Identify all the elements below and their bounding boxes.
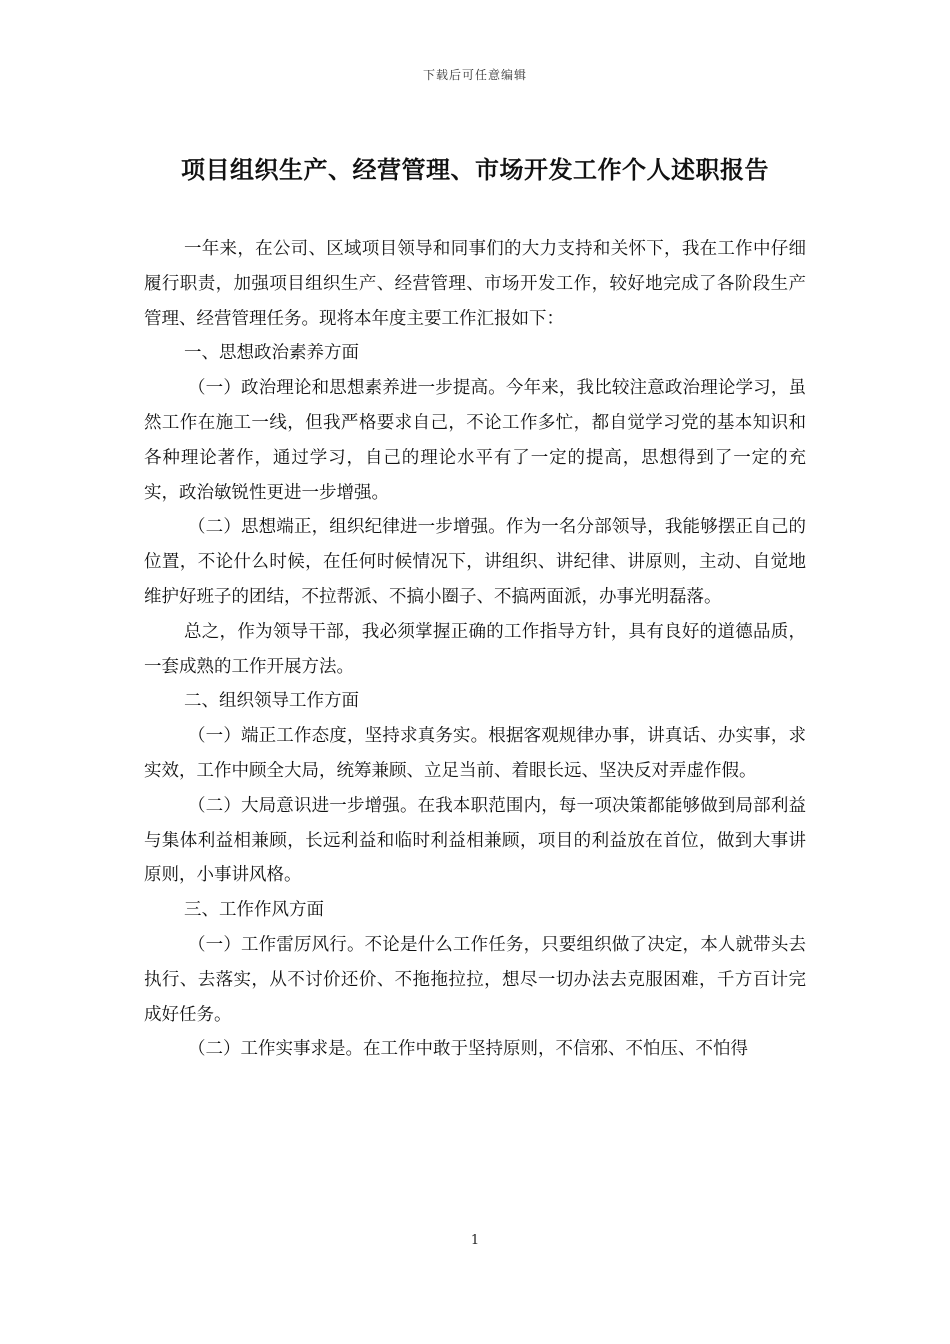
paragraph-1-1: （一）政治理论和思想素养进一步提高。今年来，我比较注意政治理论学习，虽然工作在施工一线，但我严格要求自己，不论工作多忙，都自觉学习党的基本知识和各种理论著作，通过学习，自己的理论水平有了一定的提高，思想得到了一定的充实，政治敏锐性更进一步增强。	[144, 378, 806, 503]
paragraph-2-2: （二）大局意识进一步增强。在我本职范围内，每一项决策都能够做到局部利益与集体利益相兼顾，长远利益和临时利益相兼顾，项目的利益放在首位，做到大事讲原则，小事讲风格。	[144, 795, 806, 886]
paragraph-3-2: （二）工作实事求是。在工作中敢于坚持原则，不信邪、不怕压、不怕得	[188, 1039, 748, 1060]
intro-paragraph: 一年来，在公司、区域项目领导和同事们的大力支持和关怀下，我在工作中仔细履行职责，加强项目组织生产、经营管理、市场开发工作，较好地完成了各阶段生产管理、经营管理任务。现将本年度主要工作汇报如下：	[144, 239, 806, 329]
document-body	[144, 232, 806, 1067]
paragraph-2-1: （一）端正工作态度，坚持求真务实。根据客观规律办事，讲真话、办实事，求实效，工作中顾全大局，统筹兼顾、立足当前、着眼长远、坚决反对弄虚作假。	[144, 726, 806, 781]
section-heading-3: 三、工作作风方面	[184, 900, 324, 921]
document-title: 项目组织生产、经营管理、市场开发工作个人述职报告	[181, 155, 769, 184]
paragraph-1-2: （二）思想端正，组织纪律进一步增强。作为一名分部领导，我能够摆正自己的位置，不论什么时候，在任何时候情况下，讲组织、讲纪律、讲原则，主动、自觉地维护好班子的团结，不拉帮派、不搞小圈子、不搞两面派，办事光明磊落。	[144, 517, 806, 607]
page-number: 1	[470, 1233, 480, 1248]
header-note: 下载后可任意编辑	[422, 68, 527, 82]
paragraph-3-1: （一）工作雷厉风行。不论是什么工作任务，只要组织做了决定，本人就带头去执行、去落实，从不讨价还价、不拖拖拉拉，想尽一切办法去克服困难，千方百计完成好任务。	[144, 934, 806, 1025]
section-heading-1: 一、思想政治素养方面	[184, 343, 359, 364]
paragraph-summary: 总之，作为领导干部，我必须掌握正确的工作指导方针，具有良好的道德品质，一套成熟的工作开展方法。	[144, 621, 806, 677]
section-heading-2: 二、组织领导工作方面	[184, 691, 359, 712]
